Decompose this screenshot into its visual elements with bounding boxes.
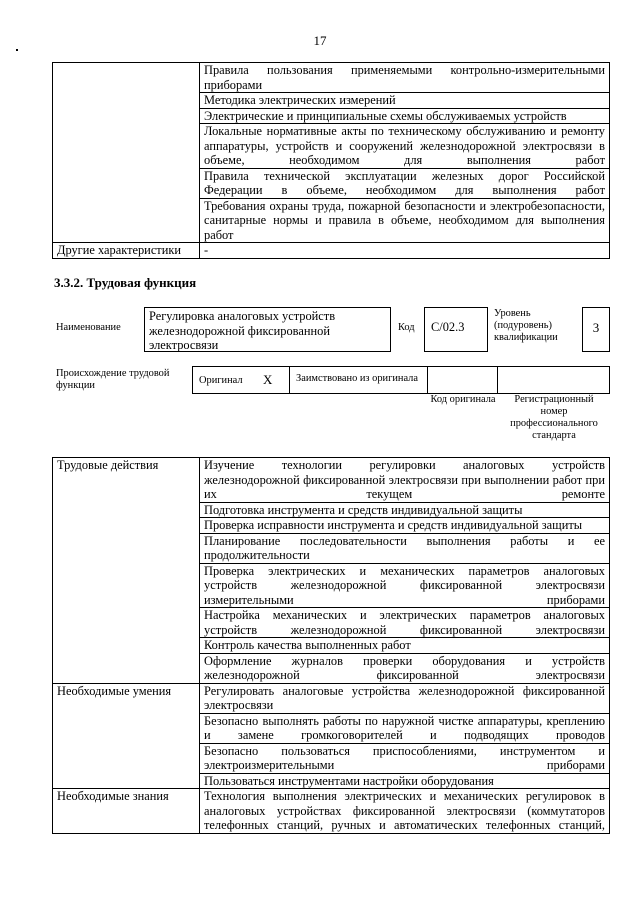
original-label: Оригинал: [199, 375, 243, 386]
reg-num-label: Регистрационный номер профессионального стандарта: [510, 394, 598, 441]
function-name-box: Регулировка аналоговых устройств железнодорожной фиксированной электросвязи: [144, 307, 391, 352]
level-label: Уровень (подуровень) квалификации: [494, 308, 558, 343]
scan-dot: [16, 49, 18, 51]
table-cell: Методика электрических измерений: [200, 93, 610, 109]
table-cell: Безопасно пользоваться приспособлениями, инструментом и электроизмерительными приборами: [200, 743, 610, 773]
row-label-cell: Необходимые знания: [53, 789, 200, 834]
original-box: [192, 366, 290, 394]
table-cell: Проверка исправности инструмента и средств индивидуальной защиты: [200, 518, 610, 534]
table-cell: Проверка электрических и механических параметров аналоговых устройств железнодорожной фиксированной электросвязи измерительными приборами: [200, 563, 610, 608]
table-cell: Планирование последовательности выполнения работы и ее продолжительности: [200, 533, 610, 563]
table-cell: Технология выполнения электрических и механических регулировок в аналоговых устройствах фиксированной электросвязи (коммутаторов телефонных станций, ручных и автоматических телефонных станций,: [200, 789, 610, 834]
knowledge-table-continued: [52, 62, 610, 259]
section-title: 3.3.2. Трудовая функция: [54, 275, 197, 290]
borrowed-label: Заимствовано из оригинала: [296, 373, 418, 384]
table-cell: Правила технической эксплуатации железных дорог Российской Федерации в объеме, необходимом для выполнения работ: [200, 168, 610, 198]
table-cell: Пользоваться инструментами настройки оборудования: [200, 773, 610, 789]
name-label: Наименование: [56, 322, 121, 333]
reg-num-box: [497, 366, 610, 394]
table-cell: Подготовка инструмента и средств индивидуальной защиты: [200, 502, 610, 518]
table-cell: Изучение технологии регулировки аналоговых устройств железнодорожной фиксированной электросвязи при выполнении работ при их текущем ремонте: [200, 458, 610, 503]
table-row: [53, 458, 610, 503]
level-value-box: 3: [582, 307, 610, 352]
code-label: Код: [398, 322, 415, 333]
labor-function-table: [52, 457, 610, 834]
table-cell: Оформление журналов проверки оборудования и устройств железнодорожной фиксированной электросвязи: [200, 653, 610, 683]
row-label-cell: Другие характеристики: [53, 243, 200, 259]
table-cell: Требования охраны труда, пожарной безопасности и электробезопасности, санитарные нормы и правила в объеме, необходимом для выполнения работ: [200, 198, 610, 243]
table-cell: Локальные нормативные акты по техническому обслуживанию и ремонту аппаратуры, устройств и сооружений железнодорожной электросвязи в объеме, необходимом для выполнения работ: [200, 124, 610, 169]
borrowed-box: [289, 366, 428, 394]
row-label-cell: Необходимые умения: [53, 683, 200, 789]
table-row: [53, 63, 610, 93]
table-cell: Настройка механических и электрических параметров аналоговых устройств железнодорожной фиксированной электросвязи: [200, 608, 610, 638]
original-mark: X: [263, 372, 273, 387]
table-cell: Электрические и принципиальные схемы обслуживаемых устройств: [200, 108, 610, 124]
table-row: [53, 683, 610, 713]
code-orig-box: [427, 366, 498, 394]
table-cell: Регулировать аналоговые устройства железнодорожной фиксированной электросвязи: [200, 683, 610, 713]
page-number: 17: [313, 33, 327, 48]
table-row: [53, 243, 610, 259]
origin-label: Происхождение трудовой функции: [56, 368, 170, 391]
row-label-cell: [53, 63, 200, 243]
table-cell: Контроль качества выполненных работ: [200, 638, 610, 654]
code-orig-label: Код оригинала: [430, 394, 496, 405]
row-label-cell: Трудовые действия: [53, 458, 200, 684]
table-cell: -: [200, 243, 610, 259]
function-code-box: C/02.3: [424, 307, 488, 352]
table-cell: Правила пользования применяемыми контрольно-измерительными приборами: [200, 63, 610, 93]
table-row: [53, 789, 610, 834]
table-cell: Безопасно выполнять работы по наружной чистке аппаратуры, креплению и замене громкоговорителей и подводящих проводов: [200, 713, 610, 743]
